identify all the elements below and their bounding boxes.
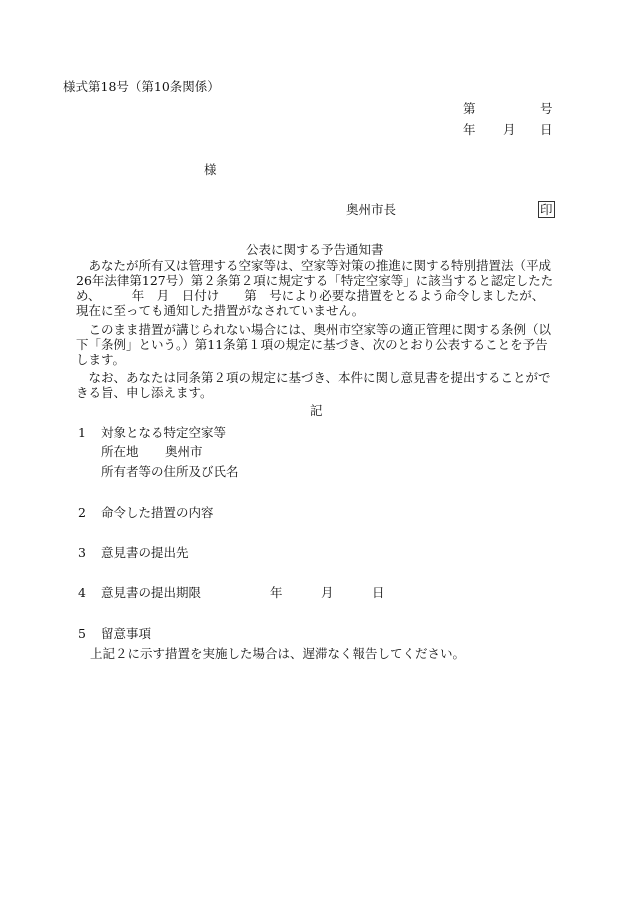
- notice-text: 上記２に示す措置を実施した場合は、遅滞なく報告してください。: [90, 646, 466, 661]
- body-line: なお、あなたは同条第２項の規定に基づき、本件に関し意見書を提出することがで: [76, 370, 551, 385]
- body-line: します。: [76, 352, 126, 367]
- deadline-day: 日: [372, 585, 385, 600]
- item-number: 3: [78, 545, 86, 560]
- deadline-year: 年: [270, 585, 283, 600]
- item-number: 4: [78, 585, 86, 600]
- body-line: 下「条例」という。）第11条第１項の規定に基づき、次のとおり公表することを予告: [76, 337, 548, 352]
- document-title: 公表に関する予告通知書: [246, 242, 384, 257]
- deadline-month: 月: [321, 585, 334, 600]
- item-label: 対象となる特定空家等: [101, 425, 227, 440]
- addressee-suffix: 様: [204, 162, 217, 177]
- location-label: 所在地: [101, 444, 139, 459]
- body-line: め、 年 月 日付け 第 号により必要な措置をとるよう命令しましたが、: [76, 288, 545, 303]
- item-number: 1: [78, 425, 86, 440]
- item-number: 5: [78, 626, 86, 641]
- item-label: 命令した措置の内容: [101, 505, 214, 520]
- doc-number-suffix: 号: [540, 101, 553, 116]
- location-value: 奥州市: [165, 444, 203, 459]
- item-label: 留意事項: [101, 626, 152, 641]
- date-month: 月: [503, 122, 516, 137]
- item-number: 2: [78, 505, 86, 520]
- body-paragraph-2: [76, 322, 566, 367]
- body-line: 26年法律第127号）第２条第２項に規定する「特定空家等」に該当すると認定したた: [76, 273, 554, 288]
- seal-mark: 印: [540, 202, 553, 217]
- doc-number-prefix: 第: [463, 101, 476, 116]
- body-line: 現在に至っても通知した措置がなされていません。: [76, 303, 365, 318]
- ki-heading: 記: [310, 403, 323, 418]
- body-paragraph-3: [76, 370, 566, 400]
- form-id: 様式第18号（第10条関係）: [63, 79, 220, 94]
- body-line: きる旨、申し添えます。: [76, 385, 213, 400]
- item-label: 意見書の提出先: [101, 545, 189, 560]
- date-day: 日: [540, 122, 553, 137]
- body-line: このまま措置が講じられない場合には、奥州市空家等の適正管理に関する条例（以: [76, 322, 552, 337]
- owner-label: 所有者等の住所及び氏名: [101, 464, 239, 479]
- body-paragraph-1: [76, 258, 566, 318]
- item-label: 意見書の提出期限: [101, 585, 202, 600]
- sender-name: 奥州市長: [346, 202, 397, 217]
- date-year: 年: [463, 122, 476, 137]
- body-line: あなたが所有又は管理する空家等は、空家等対策の推進に関する特別措置法（平成: [76, 258, 552, 273]
